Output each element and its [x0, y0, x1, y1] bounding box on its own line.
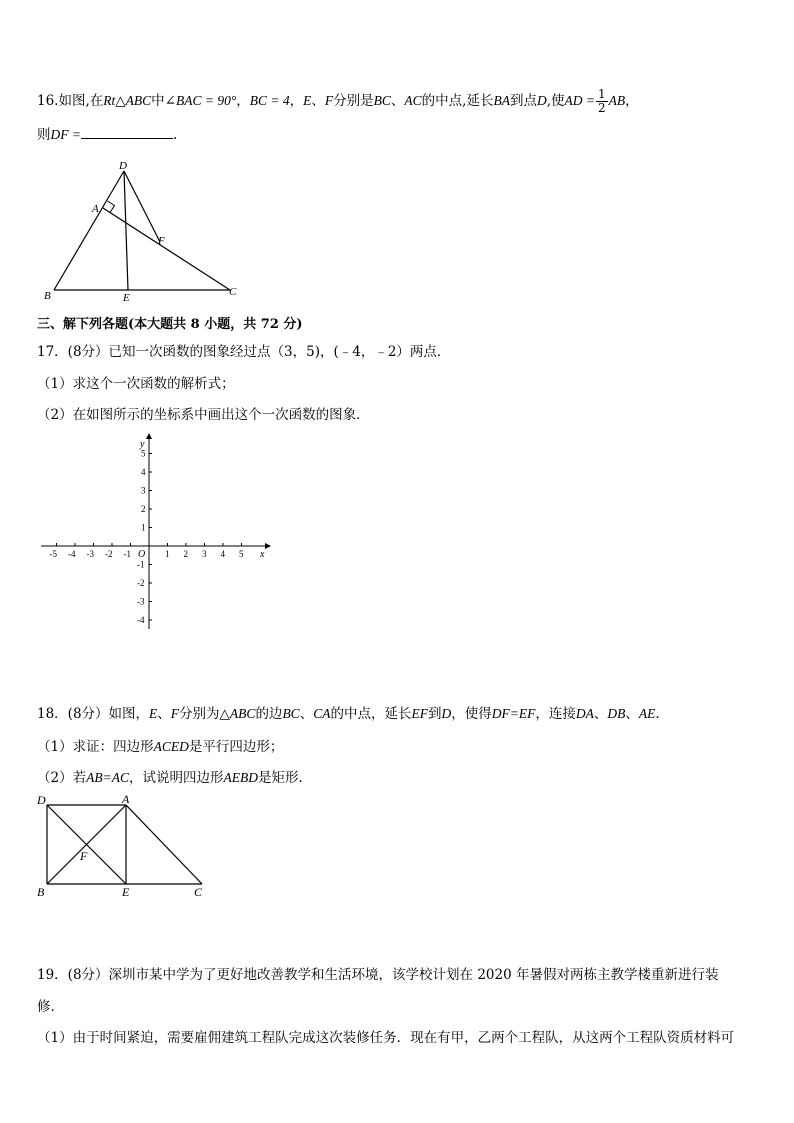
q18-text: 的中点，延长 — [330, 706, 412, 722]
q18-bc: BC — [282, 706, 300, 721]
fraction-numerator: 1 — [597, 87, 606, 101]
q18-acde: ACED — [153, 739, 189, 754]
q16-df: DF = — [50, 127, 81, 142]
q18-text: 18．(8分）如图， — [37, 706, 150, 722]
q16-text: ,使 — [546, 93, 565, 109]
q16-text: 中 — [151, 93, 165, 109]
segment-df — [124, 171, 160, 242]
q16-f: F — [324, 93, 334, 108]
x-tick-label: 1 — [165, 549, 170, 559]
q16-angle: ∠BAC = 90° — [164, 93, 237, 108]
label-a: A — [122, 792, 130, 806]
q18-text: ，连接 — [535, 706, 576, 722]
q18-part1 — [37, 738, 283, 756]
q16-text: ， — [289, 93, 304, 109]
x-tick-label: 5 — [239, 549, 244, 559]
y-tick-label: -2 — [137, 578, 145, 588]
label-d: D — [37, 793, 46, 807]
q16-bc: BC = 4 — [249, 93, 290, 108]
y-tick-label: 1 — [141, 522, 146, 533]
x-tick-label: 2 — [183, 549, 188, 559]
q16-ad: AD = — [564, 93, 595, 108]
q18-f: F — [170, 706, 180, 721]
q16-ab: AB — [608, 93, 626, 108]
q17-coordinate-system — [37, 433, 277, 633]
q16-e: E — [303, 93, 312, 108]
q18-d: D — [441, 706, 452, 721]
y-tick-label: 2 — [141, 504, 146, 514]
segment-ac — [103, 208, 230, 290]
q16-text: ， — [236, 93, 250, 109]
q16-text: 分别是 — [333, 93, 374, 109]
q19-line1: 19．(8分）深圳市某中学为了更好地改善教学和生活环境，该学校计划在 2020 年暑假对两栋主教学楼重新进行装 — [37, 967, 719, 983]
q18-ef: EF — [411, 706, 428, 721]
q18-dfef: DF=EF — [491, 706, 536, 721]
answer-blank[interactable] — [81, 126, 173, 139]
q16-acseg: AC — [404, 93, 422, 108]
label-e: E — [122, 885, 130, 899]
y-tick-label: -4 — [137, 615, 145, 625]
y-tick-label: -3 — [137, 596, 145, 607]
q16-line1 — [37, 88, 639, 115]
x-tick-label: -3 — [86, 549, 94, 559]
label-f: F — [158, 235, 165, 247]
q19-line3: （1）由于时间紧迫，需要雇佣建筑工程队完成这次装修任务．现在有甲，乙两个工程队，从这两个工程队资质材料可 — [37, 1030, 735, 1046]
q18-triangle: △ABC — [219, 706, 256, 721]
q18-stem — [37, 705, 660, 723]
q18-text: 、 — [299, 706, 314, 722]
y-axis-label: y — [140, 439, 145, 450]
label-c: C — [229, 286, 237, 298]
q16-text: . — [172, 127, 178, 143]
q16-line2 — [37, 126, 177, 144]
y-tick-label: 5 — [141, 448, 146, 459]
q18-da: DA — [575, 706, 594, 721]
q16-ba: BA — [493, 93, 510, 108]
label-b: B — [44, 290, 51, 302]
x-tick-label: -1 — [123, 549, 131, 559]
q16-d: D — [536, 93, 547, 108]
x-axis-arrow-icon — [265, 543, 271, 549]
q18-text: 、 — [625, 706, 639, 722]
q16-text: 到点 — [509, 93, 537, 109]
q18-part2 — [37, 769, 312, 787]
q19-line2: 修． — [37, 999, 64, 1015]
q16-text: 、 — [390, 93, 405, 109]
q18-ae: AE — [638, 706, 656, 721]
segment-ac — [126, 805, 202, 884]
x-tick-label: 4 — [220, 549, 225, 559]
y-tick-label: 4 — [141, 467, 146, 477]
q16-text: 则 — [37, 127, 51, 143]
x-tick-label: 3 — [202, 549, 207, 559]
q18-text: （2）若 — [37, 770, 87, 786]
q16-bcseg: BC — [373, 93, 391, 108]
label-b: B — [37, 885, 45, 899]
x-axis-label: x — [260, 549, 265, 560]
segment-bd — [54, 171, 124, 290]
q16-fraction — [596, 88, 608, 115]
q17-part1: （1）求这个一次函数的解析式； — [37, 376, 235, 392]
q16-text: 的中点,延长 — [421, 93, 494, 109]
q18-aebd: AEBD — [223, 770, 258, 785]
q17-stem: 17．(8分）已知一次函数的图象经过点（3，5)，(﹣4，﹣2）两点． — [37, 344, 451, 360]
q18-text: 、 — [593, 706, 608, 722]
q18-text: 到 — [427, 706, 442, 722]
q17-part2: （2）在如图所示的坐标系中画出这个一次函数的图象． — [37, 407, 370, 423]
label-e: E — [123, 292, 130, 304]
q18-figure — [36, 792, 216, 902]
y-axis-arrow-icon — [146, 433, 152, 439]
q18-abac: AB=AC — [86, 770, 129, 785]
q18-text: 的边 — [255, 706, 283, 722]
x-tick-label: -2 — [105, 549, 113, 559]
y-tick-label: 3 — [141, 485, 146, 496]
q18-text: 分别为 — [179, 706, 220, 722]
q16-rt-triangle: Rt△ABC — [103, 93, 152, 108]
q16-text: 如图,在 — [58, 93, 104, 109]
segment-de — [124, 171, 128, 290]
q18-db: DB — [607, 706, 626, 721]
x-tick-label: -4 — [68, 549, 76, 559]
x-tick-label: -5 — [49, 549, 57, 559]
label-f: F — [80, 849, 88, 863]
q18-text: （1）求证：四边形 — [37, 739, 154, 755]
fraction-denominator: 2 — [597, 101, 606, 115]
section-heading: 三、解下列各题(本大题共 8 小题，共 72 分) — [37, 317, 303, 332]
label-a: A — [92, 203, 99, 215]
right-angle-mark — [108, 201, 115, 213]
origin-label: O — [138, 549, 146, 560]
label-c: C — [194, 885, 203, 899]
q18-text: 是平行四边形； — [188, 739, 284, 755]
q18-ca: CA — [313, 706, 331, 721]
q16-text: 、 — [311, 93, 325, 109]
label-d: D — [119, 160, 127, 172]
q18-text: 是矩形． — [257, 770, 312, 786]
q18-e: E — [149, 706, 158, 721]
q18-text: . — [655, 706, 660, 722]
q16-text: ， — [625, 93, 639, 109]
q16-number: 16. — [37, 93, 59, 109]
q18-text: 、 — [157, 706, 171, 722]
y-tick-label: -1 — [137, 559, 145, 570]
q18-text: ，试说明四边形 — [128, 770, 224, 786]
q16-figure — [40, 160, 250, 305]
q18-text: ，使得 — [451, 706, 492, 722]
